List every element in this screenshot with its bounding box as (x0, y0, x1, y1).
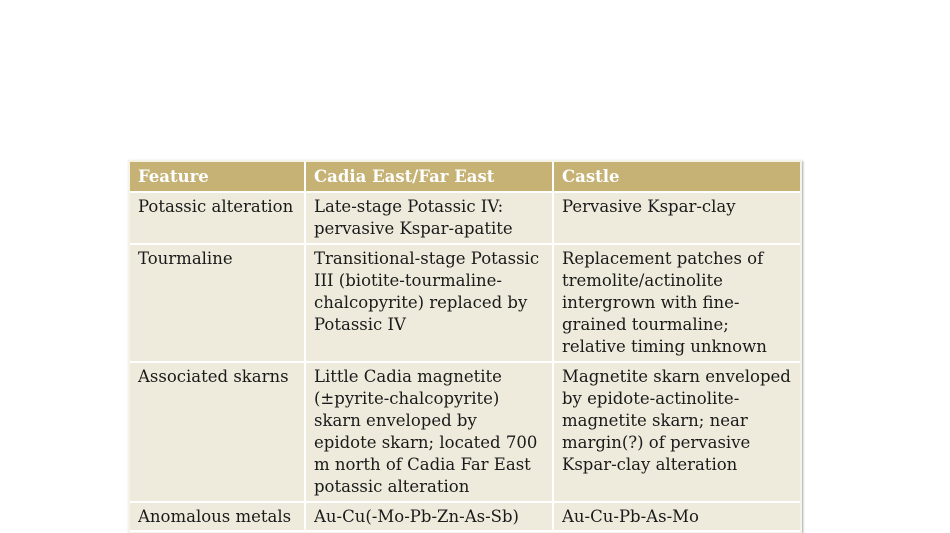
cell-feature: Tourmaline (130, 244, 305, 362)
cell-cadia: Little Cadia magnetite (±pyrite-chalcopyrite) skarn enveloped by epidote skarn; located 700 m north of Cadia Far East potassic alteration (305, 362, 553, 502)
header-castle: Castle (553, 162, 800, 192)
comparison-table-frame (128, 160, 802, 533)
table-row (130, 502, 800, 531)
table-row (130, 192, 800, 244)
cell-cadia: Au-Cu(-Mo-Pb-Zn-As-Sb) (305, 502, 553, 531)
cell-castle: Replacement patches of tremolite/actinolite intergrown with fine-grained tourmaline; relative timing unknown (553, 244, 800, 362)
table-header-row (130, 162, 800, 192)
cell-cadia: Late-stage Potassic IV: pervasive Kspar-apatite (305, 192, 553, 244)
cell-feature: Potassic alteration (130, 192, 305, 244)
cell-castle: Pervasive Kspar-clay (553, 192, 800, 244)
cell-cadia: Transitional-stage Potassic III (biotite-tourmaline-chalcopyrite) replaced by Potassic IV (305, 244, 553, 362)
comparison-table (130, 162, 800, 532)
header-feature: Feature (130, 162, 305, 192)
cell-castle: Magnetite skarn enveloped by epidote-actinolite-magnetite skarn; near margin(?) of pervasive Kspar-clay alteration (553, 362, 800, 502)
header-cadia-east: Cadia East/Far East (305, 162, 553, 192)
cell-feature: Anomalous metals (130, 502, 305, 531)
cell-feature: Associated skarns (130, 362, 305, 502)
table-row (130, 244, 800, 362)
cell-castle: Au-Cu-Pb-As-Mo (553, 502, 800, 531)
table-row (130, 362, 800, 502)
